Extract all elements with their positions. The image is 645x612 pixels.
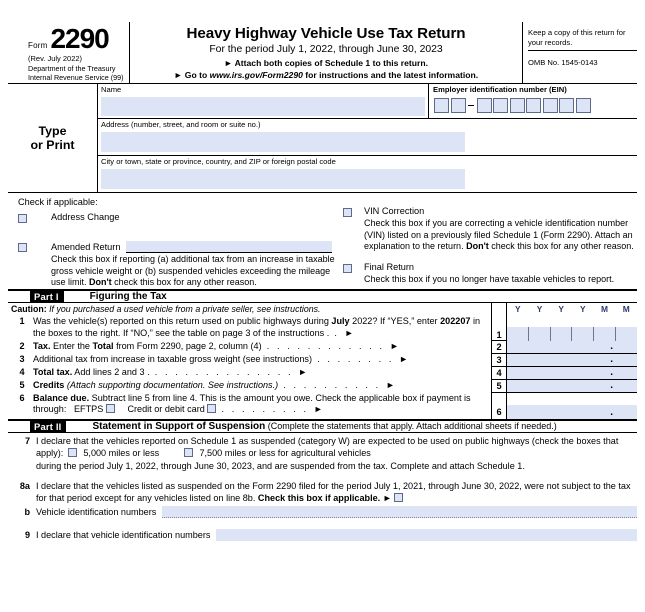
arrow-icon: ► (385, 379, 395, 390)
address-input[interactable] (101, 132, 465, 152)
line-6-amount-cell (507, 393, 637, 419)
line-2-number: 2 (19, 340, 25, 351)
line-7-row (8, 433, 637, 472)
line-3-number: 3 (19, 353, 25, 364)
line-5-amount-input[interactable] (507, 380, 637, 393)
miles-7500-agricultural-label: 7,500 miles or less for agricultural vehicles (199, 447, 371, 458)
line-8a-check-instruction: Check this box if applicable. (257, 492, 381, 503)
form-title-block (130, 22, 522, 83)
line-8a-row (8, 478, 637, 504)
spacer (343, 197, 637, 206)
line-4-label: Total tax. (33, 366, 73, 377)
caution-label: Caution: (11, 303, 47, 314)
part-2-tag: Part II (30, 420, 66, 433)
city-caption: City or town, state or province, country, and ZIP or foreign postal code (101, 157, 336, 166)
leader-dots: . . . . . . . . (312, 353, 400, 364)
check-column-left (8, 197, 338, 289)
address-change-checkbox[interactable] (18, 214, 27, 223)
amount-line-number-3: 3 (492, 354, 506, 367)
form-2290-page (0, 22, 645, 612)
vin-correction-description (343, 218, 637, 253)
form-meta-block (522, 22, 637, 83)
part-2-note: (Complete the statements that apply. Attach additional sheets if needed.) (265, 420, 557, 431)
name-ein-row (98, 84, 637, 119)
line-5-number: 5 (19, 379, 25, 390)
ein-dash-separator (468, 105, 474, 106)
form-header (8, 22, 637, 84)
seg (594, 327, 616, 341)
address-change-row[interactable] (18, 212, 338, 223)
part-2-title (92, 421, 556, 432)
check-if-applicable-title: Check if applicable: (18, 197, 98, 207)
line-4-text-a: Add lines 2 and 3 . (72, 366, 150, 377)
part-2-title-text: Statement in Support of Suspension (92, 420, 266, 432)
amended-return-checkbox[interactable] (18, 243, 27, 252)
part-1-header (8, 290, 637, 303)
address-row (98, 119, 637, 156)
seg (572, 327, 594, 341)
line-2-label: Tax. (33, 340, 51, 351)
line-6-amount-input[interactable] (507, 405, 637, 419)
name-cell (98, 84, 429, 118)
form-period-subtitle: For the period July 1, 2022, through June 30, 2023 (209, 44, 443, 55)
ein-digit-box[interactable] (510, 98, 525, 113)
line-number-column (492, 303, 507, 419)
part-1-body (8, 303, 637, 420)
line-8a-checkbox[interactable] (394, 493, 403, 502)
vin-desc-dont: Don't (466, 241, 489, 252)
final-return-checkbox[interactable] (343, 264, 352, 273)
arrow-icon: ► (389, 340, 399, 351)
arrow-icon: ► (399, 353, 409, 364)
part-2-body (8, 433, 637, 541)
ein-digit-box[interactable] (451, 98, 466, 113)
vin-desc-tail: check this box for any other reason. (488, 241, 634, 252)
line-1-date-input[interactable] (507, 327, 637, 341)
miles-7500-agricultural-checkbox[interactable] (184, 448, 193, 457)
decimal-dot: . (610, 366, 613, 378)
line-3-text (33, 354, 491, 366)
final-return-row[interactable] (343, 262, 637, 273)
line-5-row (11, 378, 491, 391)
goto-url-note (130, 70, 522, 80)
vin-desc-text: Check this box if you are correcting a vehicle identification number (VIN) listed on a previously filed Schedule 1 (Form 2290). Attach an explanation to the return. (364, 218, 633, 252)
part-1-tag: Part I (30, 290, 64, 303)
form-word-label: Form (28, 40, 48, 50)
line-7-number: 7 (24, 435, 30, 446)
line-2-amount-input[interactable] (507, 341, 637, 354)
line-1-row (11, 315, 491, 340)
line-1-text (33, 316, 491, 339)
ym-header-cell: M (622, 303, 630, 314)
seg (551, 327, 573, 341)
numcol-header-spacer (492, 303, 506, 316)
amended-return-input[interactable] (126, 241, 332, 253)
line-8b-content (36, 506, 637, 518)
decimal-dot: . (610, 379, 613, 391)
seg (529, 327, 551, 341)
line-8b-vin-input[interactable] (162, 506, 637, 518)
amended-desc-tail: check this box for any other reason. (111, 277, 257, 288)
line-5-text-a: (Attach supporting documentation. See instructions.) (64, 379, 279, 390)
goto-suffix: for instructions and the latest information. (302, 69, 479, 80)
seg (507, 327, 529, 341)
irs-form-url[interactable]: www.irs.gov/Form2290 (209, 69, 303, 80)
arrow-icon: ► (344, 327, 354, 338)
check-if-applicable-section (8, 193, 637, 290)
arrow-icon: ► (313, 404, 323, 415)
form-revision: (Rev. July 2022) (28, 53, 83, 63)
decimal-dot: . (610, 406, 613, 418)
line-9-content (36, 529, 637, 541)
attach-schedule-note: ► Attach both copies of Schedule 1 to this return. (224, 57, 428, 68)
seg (616, 327, 637, 341)
line-9-number: 9 (24, 529, 30, 540)
address-change-label: Address Change (51, 212, 120, 222)
taxpayer-info-section (8, 84, 637, 193)
page-title: Heavy Highway Vehicle Use Tax Return (186, 25, 466, 42)
leader-dots: . . . . . . . . . . (278, 379, 386, 390)
line-7-text-a: I declare that the vehicles reported on Schedule 1 as suspended (category W) are expected to be used on public highways (check the boxes that apply): (36, 435, 619, 458)
line-5-label: Credits (33, 379, 65, 390)
ein-digit-box[interactable] (526, 98, 541, 113)
part-1-amount-column (491, 303, 637, 419)
line-1-code: 202207 (440, 316, 471, 327)
amount-line-number-5: 5 (492, 380, 506, 393)
address-caption: Address (number, street, and room or suite no.) (101, 120, 261, 129)
line-2-text-b: from Form 2290, page 2, column (4) (113, 340, 262, 351)
form-number: 2290 (50, 23, 109, 54)
ein-digit-box[interactable] (434, 98, 449, 113)
ein-digit-box[interactable] (576, 98, 591, 113)
type-or-print-label (8, 84, 98, 192)
part-1-title: Figuring the Tax (89, 290, 167, 302)
ym-header-cell: M (601, 303, 609, 314)
credit-debit-card-checkbox[interactable] (207, 404, 216, 413)
ym-header-cell: Y (515, 303, 521, 314)
spacer (343, 253, 637, 262)
spacer (8, 518, 637, 527)
leader-dots: . . . . . . . . . (216, 404, 314, 415)
caution-text: If you purchased a used vehicle from a private seller, see instructions. (46, 303, 321, 314)
line-9-label: I declare that vehicle identification numbers (36, 529, 211, 540)
vin-correction-checkbox[interactable] (343, 208, 352, 217)
ym-header-cell: Y (580, 303, 586, 314)
line-2-text-a: Enter the (50, 340, 93, 351)
amended-return-description (18, 254, 338, 289)
line-4-text (33, 367, 491, 379)
line-9-row (8, 527, 637, 541)
city-row (98, 156, 637, 189)
line-4-amount-input[interactable] (507, 367, 637, 380)
line-1-text-c: 2022? If “YES,” enter (349, 316, 441, 327)
decimal-dot: . (610, 340, 613, 352)
ein-digit-box[interactable] (559, 98, 574, 113)
line-6-label: Balance due. (33, 392, 90, 403)
line-9-vin-input[interactable] (216, 529, 637, 541)
ym-header-cell: Y (536, 303, 543, 314)
line-3-text-a: Additional tax from increase in taxable gross weight (see instructions) (33, 353, 313, 364)
name-input[interactable] (101, 97, 425, 116)
date-segments (507, 327, 637, 341)
line-6-text-a: Subtract line 5 from line 4. This is the amount you owe. Check the applicable box if payment is through: (33, 392, 471, 415)
part-2-header (8, 420, 637, 433)
line-1-text-a: Was the vehicle(s) reported on this return used on public highways during (33, 316, 332, 327)
amended-desc-dont: Don't (89, 277, 112, 288)
ein-digit-box[interactable] (543, 98, 558, 113)
part-1-lines (8, 303, 491, 419)
final-return-label: Final Return (364, 261, 415, 272)
vin-correction-row[interactable] (343, 206, 637, 217)
line-1-month: July (331, 316, 350, 327)
line-4-row (11, 365, 491, 378)
amended-return-row[interactable] (18, 241, 338, 253)
amount-line-number-6: 6 (496, 406, 502, 417)
caution-note (11, 303, 491, 315)
vin-correction-label: VIN Correction (364, 206, 425, 216)
line-2-row (11, 339, 491, 352)
arrow-icon: ► (298, 366, 308, 377)
type-or-print-line-2: or Print (30, 138, 75, 152)
amount-line-number-1: 1 (492, 316, 506, 341)
line-7-text (36, 435, 637, 472)
line-6-number: 6 (19, 392, 25, 403)
line-8b-number: b (24, 506, 30, 517)
line-8a-number: 8a (19, 480, 30, 491)
goto-prefix: ► Go to (173, 69, 210, 80)
miles-5000-checkbox[interactable] (68, 448, 77, 457)
amount-line-number-4: 4 (492, 367, 506, 380)
decimal-dot: . (610, 353, 613, 365)
line-2-text (33, 341, 491, 353)
line-5-text (33, 380, 491, 392)
line-2-total-word: Total (92, 340, 114, 351)
check-column-right (338, 197, 637, 289)
ym-header-cell: Y (558, 303, 564, 314)
leader-dots: . . . . . . . . . . . . (261, 340, 390, 351)
ein-cell (429, 84, 637, 118)
amount-value-column (507, 303, 637, 419)
leader-dots: . . . . . . . . . . . . . . (149, 366, 299, 377)
leader-dots: . (329, 327, 345, 338)
final-return-description: Check this box if you no longer have taxable vehicles to report. (364, 273, 615, 284)
credit-debit-card-label: Credit or debit card (127, 404, 205, 415)
ein-digit-box[interactable] (493, 98, 508, 113)
line-3-amount-input[interactable] (507, 354, 637, 367)
omb-number: OMB No. 1545-0143 (528, 58, 598, 67)
form-identity-block (8, 22, 130, 83)
line-3-row (11, 352, 491, 365)
line-6-text (33, 393, 491, 416)
name-caption: Name (101, 85, 122, 94)
line-8a-text-a: I declare that the vehicles listed as suspended on the Form 2290 filed for the period July 1, 2021, through June 30, 2022, were not subject to the tax for that period except for any vehicles listed on line 8b. (36, 480, 631, 503)
ein-digit-box[interactable] (477, 98, 492, 113)
line-7-text-b: during the period July 1, 2022, through June 30, 2023, and are suspended from the tax. Complete and attach Schedule 1. (36, 460, 525, 471)
line-1-text-e: in the boxes to the right. If “NO,” see the table on page 3 of the instructions . (33, 316, 481, 338)
amended-desc-text: Check this box if reporting (a) additional tax from an increase in taxable gross vehicle weight or (b) suspended vehicles exceeding the mileage use limit. (51, 254, 335, 288)
line-6-row (11, 391, 491, 416)
line-1-date-cell (507, 316, 637, 341)
amount-line-number-2: 2 (492, 341, 506, 354)
miles-5000-label: 5,000 miles or less (83, 447, 160, 458)
line-8a-text (36, 480, 637, 504)
arrow-icon: ► (382, 492, 392, 503)
spacer (18, 223, 338, 241)
type-or-print-line-1: Type (38, 124, 67, 138)
line-8b-label: Vehicle identification numbers (36, 506, 157, 517)
city-input[interactable] (101, 169, 465, 189)
keep-copy-note: Keep a copy of this return for your records. (528, 22, 637, 51)
ein-caption: Employer identification number (EIN) (433, 85, 567, 94)
line-8b-row (8, 504, 637, 518)
eftps-label: EFTPS (73, 404, 104, 415)
line-1-number: 1 (19, 316, 25, 327)
department-line-2: Internal Revenue Service (99) (28, 73, 124, 82)
ein-input[interactable] (434, 98, 637, 113)
year-month-header (507, 303, 637, 316)
line-4-number: 4 (19, 366, 25, 377)
eftps-checkbox[interactable] (106, 404, 115, 413)
amended-return-label: Amended Return (51, 242, 121, 252)
taxpayer-fields (98, 84, 637, 192)
department-line-1: Department of the Treasury (28, 63, 116, 73)
